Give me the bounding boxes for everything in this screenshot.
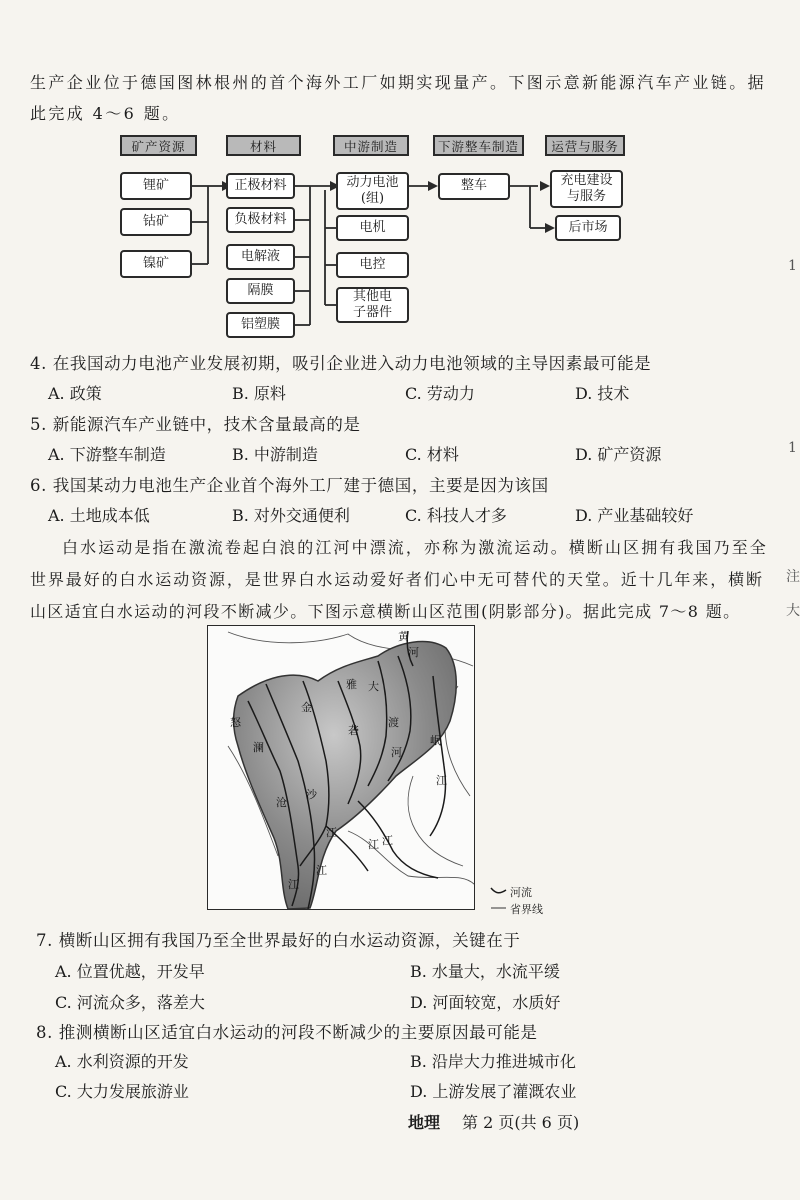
legend-river-icon xyxy=(491,888,506,893)
label-he-2: 河 xyxy=(391,746,402,759)
q5-option-c: C. 材料 xyxy=(405,445,459,464)
q8-option-c: C. 大力发展旅游业 xyxy=(55,1082,189,1101)
question-6-stem: 6. 我国某动力电池生产企业首个海外工厂建于德国，主要是因为该国 xyxy=(30,476,549,495)
material-aluminum-film: 铝塑膜 xyxy=(226,312,295,338)
material-electrolyte: 电解液 xyxy=(226,244,295,270)
mid-other-line1: 其他电 xyxy=(352,288,392,304)
q8-option-a: A. 水利资源的开发 xyxy=(55,1052,189,1071)
q7-option-a: A. 位置优越，开发早 xyxy=(55,962,205,981)
shaded-hengduan-region xyxy=(234,642,457,909)
q6-option-d: D. 产业基础较好 xyxy=(575,506,694,525)
q7-option-c: C. 河流众多，落差大 xyxy=(55,993,205,1012)
q5-option-a: A. 下游整车制造 xyxy=(48,445,166,464)
q6-option-c: C. 科技人才多 xyxy=(405,506,507,525)
mid-motor: 电机 xyxy=(336,215,409,241)
q6-option-a: A. 土地成本低 xyxy=(48,506,150,525)
material-cathode: 正极材料 xyxy=(226,173,295,199)
label-jiang-2: 江 xyxy=(316,864,327,877)
q5-option-d: D. 矿产资源 xyxy=(575,445,662,464)
footer-page: 第 2 页(共 6 页) xyxy=(462,1113,580,1132)
question-4-stem: 4. 在我国动力电池产业发展初期，吸引企业进入动力电池领域的主导因素最可能是 xyxy=(30,354,652,373)
question-8-stem: 8. 推测横断山区适宜白水运动的河段不断减少的主要原因最可能是 xyxy=(36,1023,538,1042)
header-minerals: 矿产资源 xyxy=(120,135,197,156)
q8-option-d: D. 上游发展了灌溉农业 xyxy=(410,1082,577,1101)
legend-symbols xyxy=(488,884,510,914)
material-anode: 负极材料 xyxy=(226,207,295,233)
passage-line-2: 世界最好的白水运动资源，是世界白水运动爱好者们心中无可替代的天堂。近十几年来，横断 xyxy=(30,570,764,589)
q4-option-a: A. 政策 xyxy=(48,384,102,403)
map-canvas xyxy=(208,626,475,910)
label-ya: 雅 xyxy=(346,678,357,691)
label-nu: 怒 xyxy=(230,716,241,729)
q4-option-b: B. 原料 xyxy=(232,384,286,403)
margin-mark-2: 1 xyxy=(788,440,797,456)
label-long: 砻 xyxy=(348,724,359,737)
question-7-stem: 7. 横断山区拥有我国乃至全世界最好的白水运动资源，关键在于 xyxy=(36,931,521,950)
q7-option-d: D. 河面较宽，水质好 xyxy=(410,993,561,1012)
mid-power-battery-line1: 动力电池 xyxy=(346,174,399,190)
label-he-1: 河 xyxy=(408,646,419,659)
service-charging xyxy=(550,170,623,208)
service-aftermarket: 后市场 xyxy=(555,215,621,241)
header-materials: 材料 xyxy=(226,135,301,156)
label-jin: 金 xyxy=(301,701,312,714)
service-charging-line2: 与服务 xyxy=(566,189,606,204)
mid-control: 电控 xyxy=(336,252,409,278)
q7-option-b: B. 水量大，水流平缓 xyxy=(410,962,560,981)
mid-power-battery xyxy=(336,172,409,210)
label-lan: 澜 xyxy=(253,741,264,754)
mid-power-battery-line2: (组) xyxy=(360,191,385,206)
passage-line-1: 白水运动是指在激流卷起白浪的江河中漂流，亦称为激流运动。横断山区拥有我国乃至全 xyxy=(62,538,768,557)
intro-line-2: 此完成 4～6 题。 xyxy=(30,104,181,123)
label-jiang-3: 江 xyxy=(436,774,447,787)
mineral-nickel: 镍矿 xyxy=(120,250,192,278)
intro-line-1: 生产企业位于德国图林根州的首个海外工厂如期实现量产。下图示意新能源汽车产业链。据 xyxy=(30,73,767,92)
label-jiang-1: 江 xyxy=(288,878,299,891)
label-sha: 沙 xyxy=(306,788,317,801)
label-da: 大 xyxy=(368,680,379,693)
header-downstream: 下游整车制造 xyxy=(433,135,524,156)
label-min: 岷 xyxy=(430,734,441,747)
label-du: 渡 xyxy=(388,716,399,729)
margin-mark-3: 注 xyxy=(786,569,800,585)
q4-option-d: D. 技术 xyxy=(575,384,630,403)
material-separator: 隔膜 xyxy=(226,278,295,304)
mid-other-electronics xyxy=(336,287,409,323)
legend-river-label: 河流 xyxy=(510,886,532,899)
hengduan-map xyxy=(207,625,475,910)
label-jiang-4: 江 xyxy=(326,826,337,839)
mineral-lithium: 锂矿 xyxy=(120,172,192,200)
margin-mark-4: 大 xyxy=(786,603,800,619)
service-charging-line1: 充电建设 xyxy=(560,172,613,188)
legend-border-label: 省界线 xyxy=(510,903,543,916)
header-services: 运营与服务 xyxy=(545,135,625,156)
label-jiang-6: 江 xyxy=(382,834,393,847)
q4-option-c: C. 劳动力 xyxy=(405,384,475,403)
question-5-stem: 5. 新能源汽车产业链中，技术含量最高的是 xyxy=(30,415,361,434)
downstream-vehicle: 整车 xyxy=(438,173,510,200)
passage-line-3: 山区适宜白水运动的河段不断减少。下图示意横断山区范围(阴影部分)。据此完成 7～8 题。 xyxy=(30,602,741,621)
label-huang: 黄 xyxy=(398,630,409,643)
footer-subject: 地理 xyxy=(408,1113,441,1132)
mid-other-line2: 子器件 xyxy=(352,305,392,320)
header-midstream: 中游制造 xyxy=(333,135,409,156)
label-jiang-5: 江 xyxy=(368,838,379,851)
label-cang: 沧 xyxy=(276,796,287,809)
q6-option-b: B. 对外交通便利 xyxy=(232,506,350,525)
mineral-cobalt: 钴矿 xyxy=(120,208,192,236)
q8-option-b: B. 沿岸大力推进城市化 xyxy=(410,1052,576,1071)
q5-option-b: B. 中游制造 xyxy=(232,445,318,464)
margin-mark-1: 1 xyxy=(788,258,797,274)
